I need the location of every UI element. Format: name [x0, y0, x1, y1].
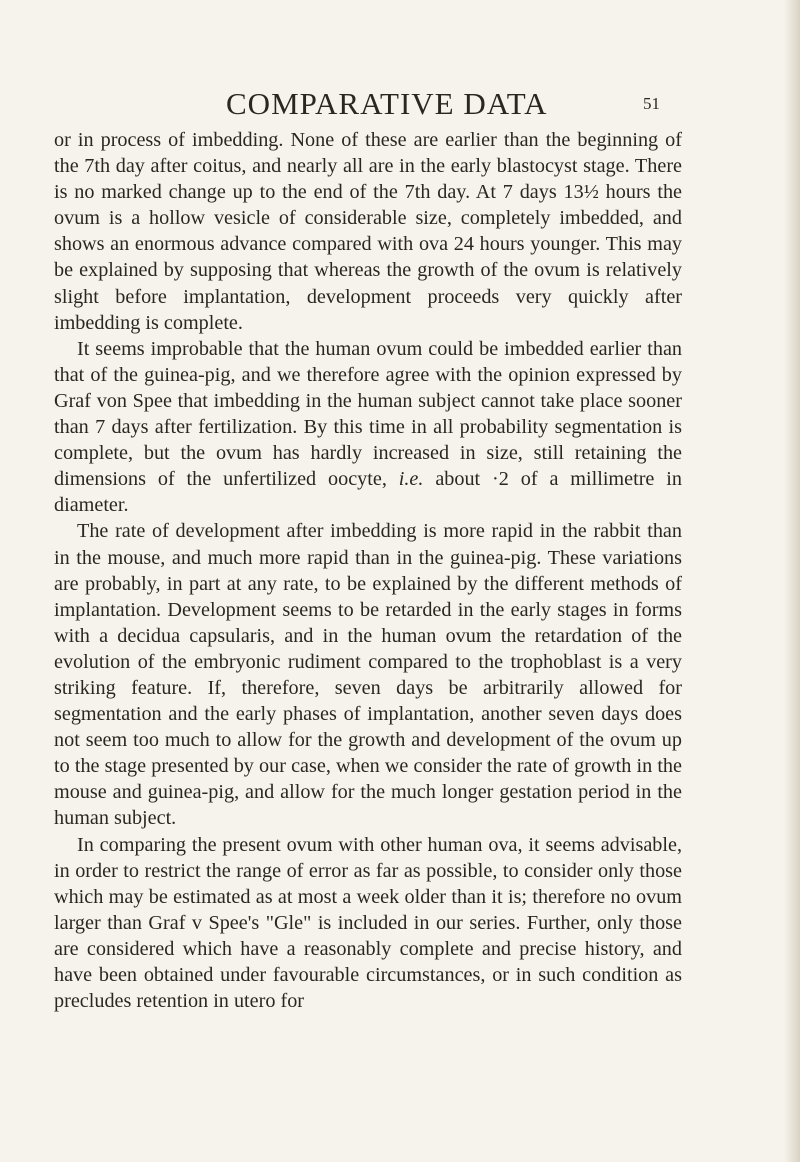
paragraph-1: or in process of imbedding. None of these are earlier than the beginning of the 7th day after coitus, and nearly all are in the early blastocyst stage. There is no marked change up to the end of the 7th day. At 7 days 13½ hours the ovum is a hollow vesicle of considerable size, completely imbedded, and shows an enormous advance compared with ova 24 hours younger. This may be explained by supposing that whereas the growth of the ovum is relatively slight before implantation, development proceeds very quickly after imbedding is complete.	[54, 129, 682, 334]
running-head: COMPARATIVE DATA	[226, 86, 548, 121]
paragraph-2	[54, 336, 682, 519]
paragraph-3: The rate of development after imbedding is more rapid in the rabbit than in the mouse, and much more rapid than in the guinea-pig. These variations are probably, in part at any rate, to be explained by the different methods of implantation. Development seems to be retarded in the early stages in forms with a decidua capsularis, and in the human ovum the retardation of the evolution of the embryonic rudiment compared to the trophoblast is a very striking feature. If, therefore, seven days be arbitrarily allowed for segmentation and the early phases of implantation, another seven days does not seem too much to allow for the growth and development of the ovum up to the stage presented by our case, when we consider the rate of growth in the mouse and guinea-pig, and allow for the much longer gestation period in the human subject.	[54, 520, 682, 830]
paragraph-2-text-after: about ·2 of a millimetre in diameter.	[54, 468, 682, 517]
body-text	[54, 127, 682, 1014]
paragraph-2-text-before: It seems improbable that the human ovum could be imbedded earlier than that of the guinea-pig, and we therefore agree with the opinion expressed by Graf von Spee that imbedding in the human subject cannot take place sooner than 7 days after fertilization. By this time in all probability segmentation is complete, but the ovum has hardly increased in size, still retaining the dimensions of the unfertilized oocyte,	[54, 337, 682, 491]
page-header	[0, 84, 800, 124]
paragraph-2-italic-abbrev: i.e.	[398, 468, 424, 491]
page-number: 51	[643, 94, 660, 113]
page-spine-shadow	[784, 0, 800, 1162]
paragraph-4: In comparing the present ovum with other human ova, it seems advisable, in order to restrict the range of error as far as possible, to consider only those which may be estimated as at most a week older than it is; therefore no ovum larger than Graf v Spee's "Gle" is included in our series. Further, only those are considered which have a reasonably complete and precise history, and have been obtained under favourable circumstances, or in such condition as precludes retention in utero for	[54, 833, 682, 1013]
